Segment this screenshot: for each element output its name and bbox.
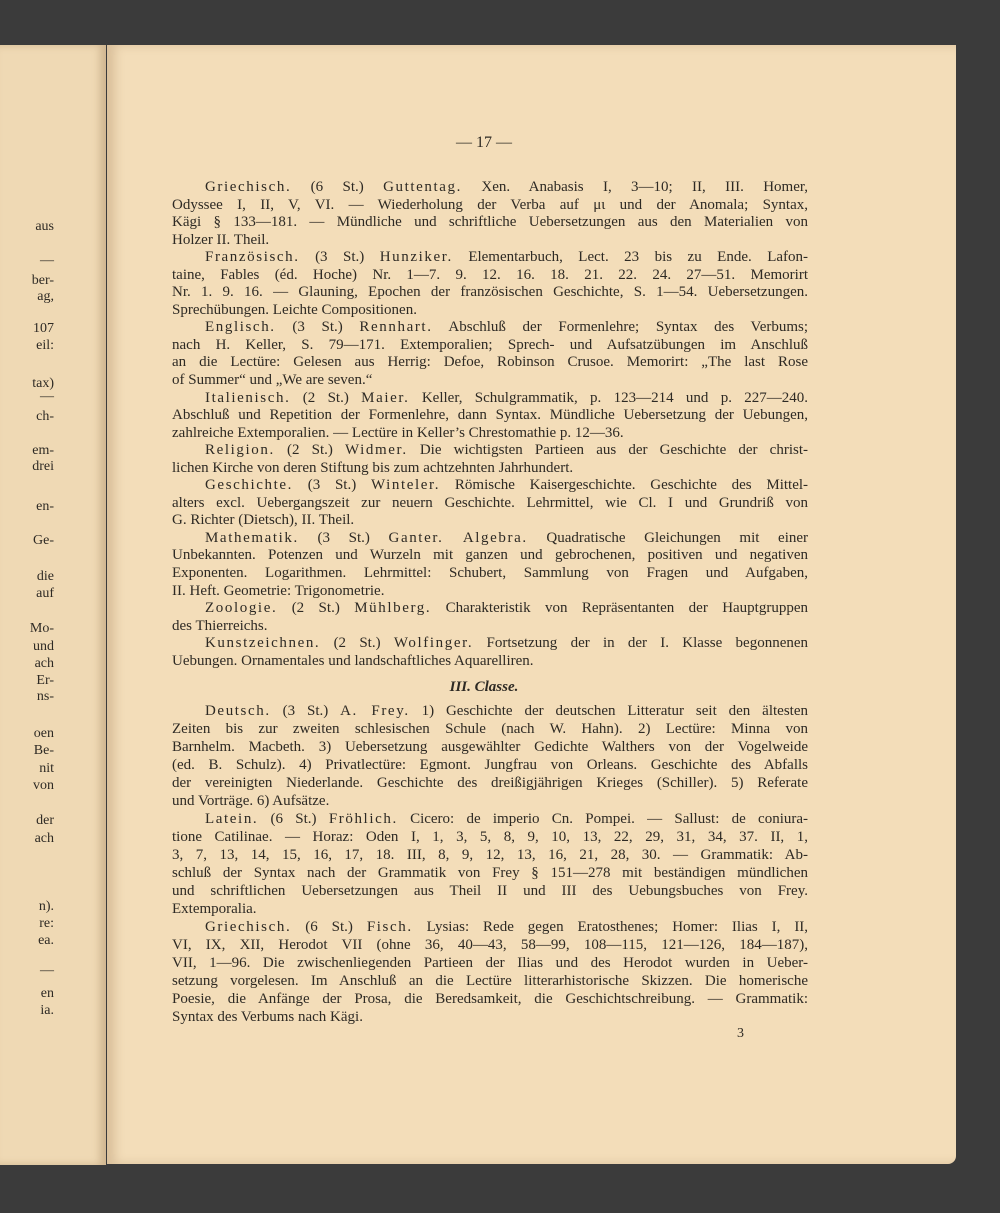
paragraph-line: lichen Kirche von deren Stiftung bis zum achtzehnten Jahrhundert. [172, 459, 574, 476]
teacher-name: Winteler. [370, 477, 441, 494]
paragraph-line: VI, IX, XII, Herodot VII (ohne 36, 40—43, 58—99, 108—115, 121—126, 184—187), [172, 937, 808, 953]
left-page-fragment: ia. [40, 1003, 54, 1018]
paragraph-line: Sprechübungen. Leichte Compositionen. [172, 301, 417, 318]
weekly-hours: (3 St.) [292, 319, 343, 336]
section-class-iii-subjects [172, 702, 808, 1026]
subject-name: Griechisch. [205, 179, 292, 195]
left-page-fragment: Er- [36, 673, 54, 688]
paragraph-text: 1) Geschichte der deutschen Litteratur seit den ältesten [421, 703, 808, 719]
paragraph-text: Römische Kaisergeschichte. Geschichte des Mittel- [454, 477, 809, 494]
subject-name: Mathematik. [205, 529, 299, 546]
paragraph-line: Extemporalia. [172, 901, 257, 917]
teacher-name: A. Frey. [340, 703, 410, 719]
paragraph-line: Kägi § 133—181. — Mündliche und schriftliche Uebersetzungen aus den Materialien von [172, 214, 808, 231]
subject-paragraph [172, 390, 808, 443]
paragraph-line: II. Heft. Geometrie: Trigonometrie. [172, 582, 385, 599]
weekly-hours: (3 St.) [282, 703, 329, 719]
teacher-name: Wolfinger. [393, 635, 474, 652]
paragraph-line: an die Lectüre: Gelesen aus Herrig: Defoe, Robinson Crusoe. Memorirt: „The last Rose [172, 354, 808, 371]
teacher-name: Ganter. Algebra. [388, 529, 528, 546]
paragraph-line: des Thierreichs. [172, 617, 268, 634]
paragraph-line: tione Catilinae. — Horaz: Oden I, 1, 3, 5, 8, 9, 10, 13, 22, 29, 31, 34, 37. II, 1, [172, 829, 808, 845]
teacher-name: Widmer. [345, 442, 408, 459]
section-heading-class-iii: III. Classe. [449, 679, 519, 695]
paragraph-line: VII, 1—96. Die zwischenliegenden Partieen der Ilias und des Herodot wurden in Ueber- [172, 955, 808, 971]
paragraph-first-line [172, 477, 808, 495]
paragraph-line: schluß der Syntax nach der Grammatik von Frey § 151—278 mit beständigen mündlichen [172, 865, 808, 881]
paragraph-first-line [172, 635, 808, 653]
left-page-fragment: Ge- [33, 533, 54, 548]
left-page-fragment: drei [32, 459, 54, 474]
paragraph-line: und schriftlichen Uebersetzungen aus Theil II und III des Uebungsbuches von Frey. [172, 883, 808, 899]
left-page-fragment: Be- [33, 743, 54, 758]
paragraph-line: Syntax des Verbums nach Kägi. [172, 1009, 363, 1025]
paragraph-line: und Vorträge. 6) Aufsätze. [172, 793, 330, 809]
left-page-fragment: — [40, 253, 54, 268]
weekly-hours: (2 St.) [302, 389, 349, 406]
paragraph-text: Xen. Anabasis I, 3—10; II, III. Homer, [481, 179, 809, 195]
paragraph-line: G. Richter (Dietsch), II. Theil. [172, 512, 355, 529]
teacher-name: Mühlberg. [354, 600, 432, 617]
weekly-hours: (6 St.) [305, 919, 353, 935]
subject-paragraph [172, 702, 808, 810]
paragraph-text: Abschluß der Formenlehre; Syntax des Verbums; [448, 319, 809, 336]
left-page-fragment: oen [33, 726, 54, 741]
left-page-fragment: aus [35, 219, 54, 234]
weekly-hours: (3 St.) [315, 249, 365, 266]
left-page-fragment: auf [36, 586, 54, 601]
paragraph-line: Unbekannten. Potenzen und Wurzeln mit ganzen und gebrochenen, positiven und negativen [172, 547, 808, 564]
subject-paragraph [172, 635, 808, 670]
subject-name: Französisch. [205, 249, 300, 266]
left-page-fragment: ach [34, 831, 54, 846]
paragraph-text: Quadratische Gleichungen mit einer [546, 529, 809, 546]
subject-name: Deutsch. [205, 703, 271, 719]
paragraph-line: Poesie, die Anfänge der Prosa, die Beredsamkeit, die Geschichtschreibung. — Grammatik: [172, 991, 808, 1007]
left-page-fragment: tax) [32, 376, 54, 391]
left-page-fragment: en [40, 986, 54, 1001]
teacher-name: Hunziker. [379, 249, 453, 266]
paragraph-line: Odyssee I, II, V, VI. — Wiederholung der Verba auf μι und der Anomala; Syntax, [172, 196, 808, 213]
left-page-fragment: en- [36, 499, 54, 514]
left-page-fragment: die [36, 569, 54, 584]
subject-name: Kunstzeichnen. [205, 635, 321, 652]
weekly-hours: (2 St.) [291, 600, 340, 617]
paragraph-line: nach H. Keller, S. 79—171. Extemporalien; Sprech- und Aufsatzübungen im Anschluß [172, 336, 808, 353]
left-page-fragment: ach [34, 656, 54, 671]
paragraph-line: Abschluß und Repetition der Formenlehre, dann Syntax. Mündliche Uebersetzung der Uebungen, [172, 407, 808, 424]
paragraph-text: Cicero: de imperio Cn. Pompei. — Sallust: de coniura- [410, 811, 809, 827]
subject-paragraph [172, 530, 808, 600]
paragraph-first-line [172, 702, 808, 720]
paragraph-first-line [172, 600, 808, 618]
left-page-fragment: eil: [36, 338, 54, 353]
left-page-fragment: ber- [31, 273, 54, 288]
paragraph-line: setzung vorgelesen. Im Anschluß an die Lectüre litterarhistorische Skizzen. Die homerische [172, 973, 808, 989]
paragraph-first-line [172, 442, 808, 460]
paragraph-first-line [172, 179, 808, 197]
subject-paragraph [172, 319, 808, 389]
left-page-fragment: von [33, 778, 54, 793]
section-class-ii-subjects [172, 179, 808, 670]
teacher-name: Guttentag. [383, 179, 463, 195]
weekly-hours: (3 St.) [307, 477, 357, 494]
paragraph-line: 3, 7, 13, 14, 15, 16, 17, 18. III, 8, 9, 12, 13, 16, 21, 28, 30. — Grammatik: Ab- [172, 847, 808, 863]
left-page-fragment: — [40, 389, 54, 404]
teacher-name: Fröhlich. [328, 811, 398, 827]
paragraph-line: of Summer“ und „We are seven.“ [172, 372, 373, 389]
paragraph-line: Barnhelm. Macbeth. 3) Uebersetzung ausgewählter Gedichte Walthers von der Vogelweide [172, 739, 808, 755]
paragraph-line: taine, Fables (éd. Hoche) Nr. 1—7. 9. 12. 16. 18. 21. 22. 24. 27—51. Memorirt [172, 266, 808, 283]
teacher-name: Rennhart. [359, 319, 433, 336]
paragraph-line: (ed. B. Schulz). 4) Privatlectüre: Egmont. Jungfrau von Orleans. Geschichte des Abfalls [172, 757, 808, 773]
paragraph-line: Exponenten. Logarithmen. Lehrmittel: Schubert, Sammlung von Fragen und Aufgaben, [172, 565, 808, 582]
page-number: — 17 — [456, 134, 512, 151]
left-page-fragment: ea. [38, 933, 54, 948]
left-page-fragment: em- [32, 443, 54, 458]
left-page-fragment: n). [38, 899, 54, 914]
paragraph-line: Uebungen. Ornamentales und landschaftliches Aquarelliren. [172, 652, 534, 669]
paragraph-text: Keller, Schulgrammatik, p. 123—214 und p. 227—240. [421, 389, 809, 406]
left-page-fragment: ns- [36, 689, 54, 704]
paragraph-first-line [172, 530, 808, 548]
paragraph-line: Holzer II. Theil. [172, 231, 270, 248]
paragraph-text: Elementarbuch, Lect. 23 bis zu Ende. Lafon- [468, 249, 809, 266]
subject-name: Griechisch. [205, 919, 292, 935]
weekly-hours: (2 St.) [333, 635, 381, 652]
paragraph-text: Die wichtigsten Partieen aus der Geschichte der christ- [419, 442, 809, 459]
paragraph-first-line [172, 810, 808, 828]
paragraph-text: Charakteristik von Repräsentanten der Hauptgruppen [445, 600, 809, 617]
paragraph-first-line [172, 918, 808, 936]
left-page-fragment: und [33, 639, 54, 654]
left-page-fragment: re: [39, 916, 54, 931]
subject-name: Englisch. [205, 319, 276, 336]
paragraph-first-line [172, 319, 808, 337]
subject-name: Zoologie. [205, 600, 278, 617]
teacher-name: Fisch. [366, 919, 413, 935]
weekly-hours: (2 St.) [286, 442, 333, 459]
paragraph-line: Zeiten bis zur zweiten schlesischen Schule (nach W. Hahn). 2) Lectüre: Minna von [172, 721, 808, 737]
subject-name: Geschichte. [205, 477, 293, 494]
left-page-fragment: nit [39, 761, 54, 776]
paragraph-text: Fortsetzung der in der I. Klasse begonnenen [486, 635, 809, 652]
left-page-fragment: ag, [37, 289, 54, 304]
subject-paragraph [172, 249, 808, 319]
paragraph-first-line [172, 249, 808, 267]
subject-name: Latein. [205, 811, 259, 827]
weekly-hours: (3 St.) [317, 529, 370, 546]
paragraph-first-line [172, 390, 808, 408]
left-page-fragment: der [36, 813, 54, 828]
subject-paragraph [172, 179, 808, 249]
teacher-name: Maier. [361, 389, 410, 406]
subject-name: Italienisch. [205, 389, 291, 406]
paragraph-line: zahlreiche Extemporalien. — Lectüre in Keller’s Chrestomathie p. 12—36. [172, 424, 624, 441]
subject-name: Religion. [205, 442, 275, 459]
paragraph-text: Lysias: Rede gegen Eratosthenes; Homer: Ilias I, II, [426, 919, 809, 935]
left-page-fragment: — [40, 963, 54, 978]
subject-paragraph [172, 600, 808, 635]
paragraph-line: Nr. 1. 9. 16. — Glauning, Epochen der französischen Geschichte, S. 1—54. Uebersetzungen. [172, 284, 808, 301]
weekly-hours: (6 St.) [270, 811, 317, 827]
paragraph-line: der vereinigten Niederlande. Geschichte des dreißigjährigen Krieges (Schiller). 5) Referate [172, 775, 808, 791]
subject-paragraph [172, 810, 808, 918]
paragraph-line: alters excl. Uebergangszeit zur neuern Geschichte. Lehrmittel, wie Cl. I und Grundriß von [172, 494, 808, 511]
subject-paragraph [172, 442, 808, 477]
left-page-fragment: 107 [33, 321, 54, 336]
left-page-fragment: Mo- [29, 621, 54, 636]
weekly-hours: (6 St.) [310, 179, 364, 195]
signature-mark: 3 [737, 1026, 744, 1041]
subject-paragraph [172, 477, 808, 530]
left-page-fragment: ch- [36, 409, 54, 424]
subject-paragraph [172, 918, 808, 1026]
